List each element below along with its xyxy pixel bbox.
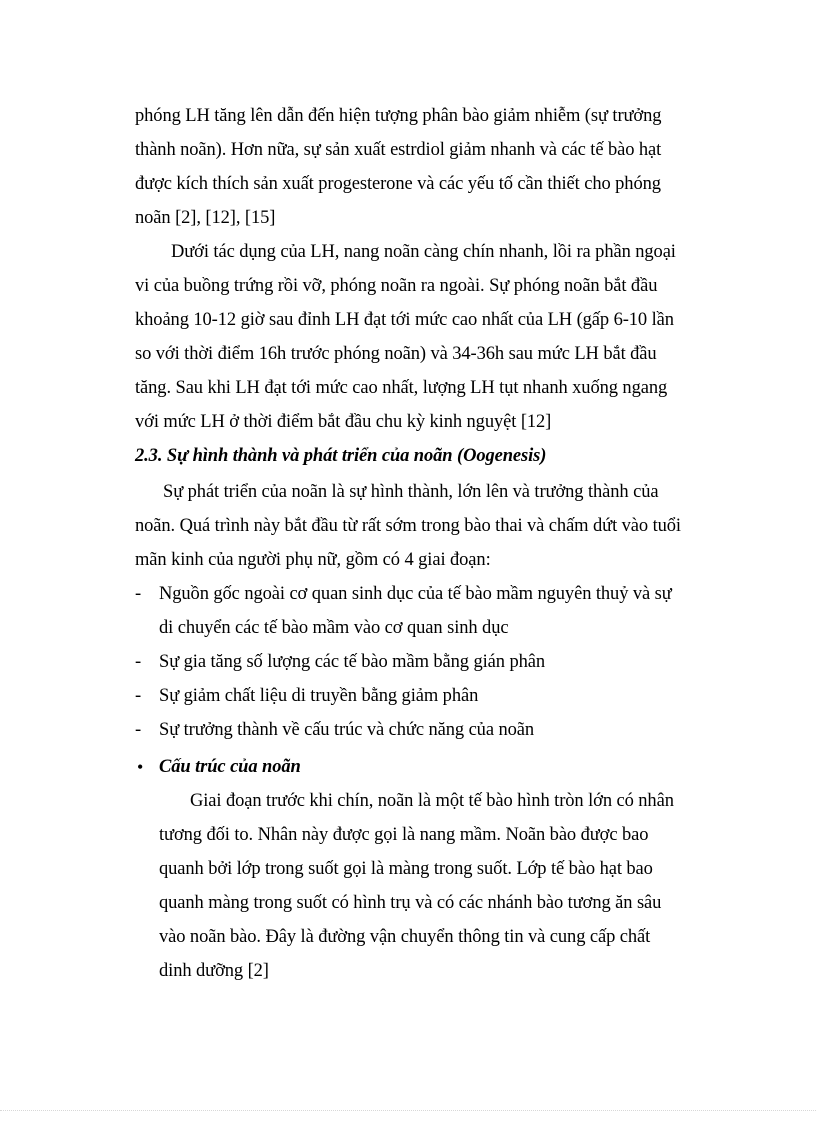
list-marker: -	[135, 720, 142, 740]
text-line: tăng. Sau khi LH đạt tới mức cao nhất, lượng LH tụt nhanh xuống ngang	[135, 378, 668, 398]
list-marker: -	[135, 584, 142, 604]
text-line: vào noãn bào. Đây là đường vận chuyển thông tin và cung cấp chất	[159, 927, 651, 947]
text-line: Sự gia tăng số lượng các tế bào mầm bằng gián phân	[159, 652, 546, 672]
text-line: với mức LH ở thời điểm bắt đầu chu kỳ kinh nguyệt [12]	[135, 412, 552, 432]
text-line: di chuyển các tế bào mầm vào cơ quan sinh dục	[159, 618, 509, 638]
text-line: quanh màng trong suốt có hình trụ và có các nhánh bào tương ăn sâu	[159, 893, 662, 913]
text-line: noãn. Quá trình này bắt đầu từ rất sớm trong bào thai và chấm dứt vào tuổi	[135, 516, 681, 536]
text-line: khoảng 10-12 giờ sau đỉnh LH đạt tới mức cao nhất của LH (gấp 6-10 lần	[135, 310, 674, 330]
text-line: phóng LH tăng lên dẫn đến hiện tượng phân bào giảm nhiễm (sự trưởng	[135, 106, 662, 126]
text-line: vi của buồng trứng rồi vỡ, phóng noãn ra ngoài. Sự phóng noãn bắt đầu	[135, 276, 658, 296]
text-line: Sự giảm chất liệu di truyền bằng giảm phân	[159, 686, 479, 706]
text-line: so với thời điểm 16h trước phóng noãn) và 34-36h sau mức LH bắt đầu	[135, 344, 657, 364]
text-line: thành noãn). Hơn nữa, sự sản xuất estrdiol giảm nhanh và các tế bào hạt	[135, 140, 662, 160]
text-line: mãn kinh của người phụ nữ, gồm có 4 giai đoạn:	[135, 550, 491, 570]
text-line: tương đối to. Nhân này được gọi là nang mầm. Noãn bào được bao	[159, 825, 649, 845]
text-line: noãn [2], [12], [15]	[135, 208, 276, 228]
page-bottom-divider	[0, 1110, 816, 1111]
text-line: quanh bởi lớp trong suốt gọi là màng trong suốt. Lớp tế bào hạt bao	[159, 859, 653, 879]
subheading: Cấu trúc của noãn	[159, 757, 301, 777]
text-line: Sự trưởng thành về cấu trúc và chức năng của noãn	[159, 720, 535, 740]
list-marker: -	[135, 686, 142, 706]
list-marker: -	[135, 652, 142, 672]
text-line: được kích thích sản xuất progesterone và các yếu tố cần thiết cho phóng	[135, 174, 661, 194]
text-line: Nguồn gốc ngoài cơ quan sinh dục của tế bào mầm nguyên thuỷ và sự	[159, 584, 672, 604]
bullet-icon: •	[137, 757, 144, 777]
text-line: Sự phát triển của noãn là sự hình thành, lớn lên và trưởng thành của	[163, 482, 659, 502]
section-heading: 2.3. Sự hình thành và phát triển của noãn (Oogenesis)	[135, 446, 547, 466]
text-line: Giai đoạn trước khi chín, noãn là một tế bào hình tròn lớn có nhân	[190, 791, 674, 811]
text-line: dinh dưỡng [2]	[159, 961, 269, 981]
text-line: Dưới tác dụng của LH, nang noãn càng chín nhanh, lồi ra phần ngoại	[171, 242, 676, 262]
